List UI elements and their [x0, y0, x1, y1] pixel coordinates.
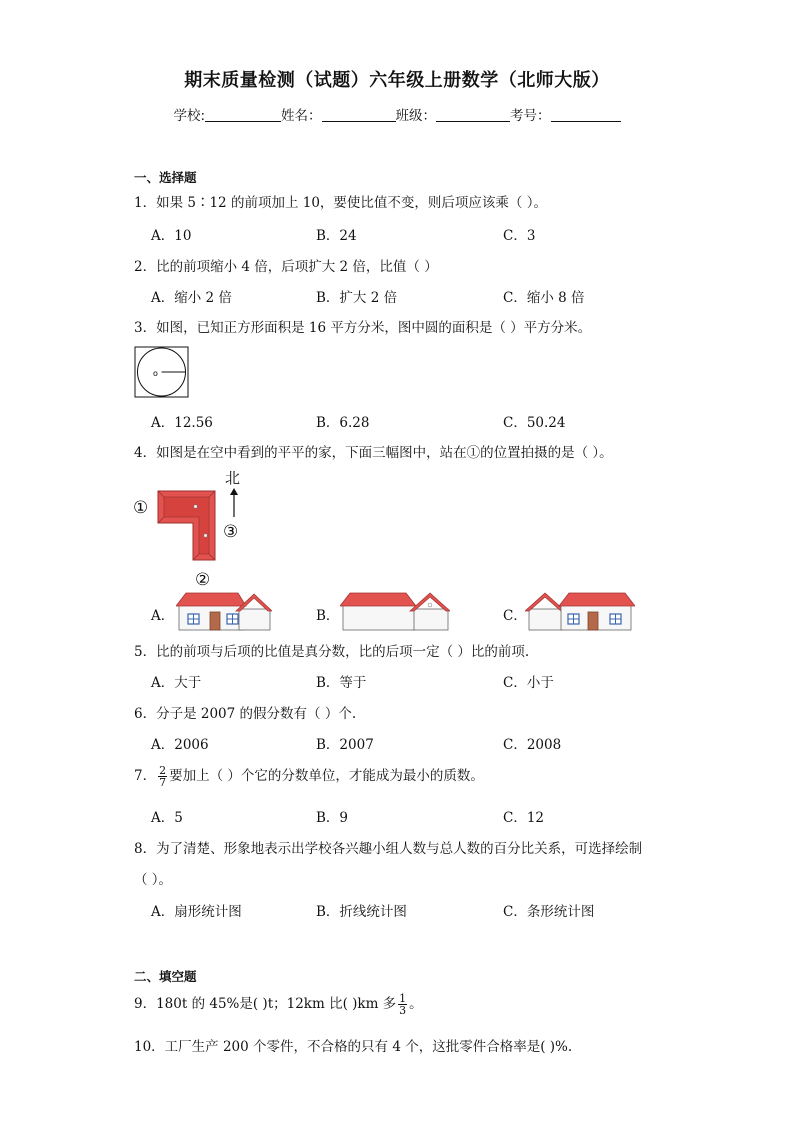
q7-fraction-numerator: 2 [159, 764, 167, 777]
question-2: 2．比的前项缩小 4 倍，后项扩大 2 倍，比值（ ） [134, 259, 438, 275]
q3-option-b[interactable]: B．6.28 [316, 415, 370, 431]
north-arrow-icon [228, 488, 240, 518]
q1-option-a[interactable]: A．10 [151, 228, 192, 244]
position-1-label: ① [133, 498, 149, 518]
exam-no-label: 考号： [510, 108, 551, 124]
q1-option-b[interactable]: B．24 [316, 228, 357, 244]
q9-fraction-denominator: 3 [399, 1004, 407, 1017]
question-3: 3．如图，已知正方形面积是 16 平方分米，图中圆的面积是（ ）平方分米。 [134, 320, 592, 336]
north-label: 北 [225, 469, 241, 487]
q8-option-c[interactable]: C．条形统计图 [503, 904, 595, 920]
q3-option-c[interactable]: C．50.24 [503, 415, 566, 431]
page-title: 期末质量检测（试题）六年级上册数学（北师大版） [184, 70, 610, 91]
q5-option-c[interactable]: C．小于 [503, 675, 554, 691]
question-1: 1．如果 5∶12 的前项加上 10，要使比值不变，则后项应该乘（ ）。 [134, 195, 547, 211]
section-heading-choice: 一、选择题 [134, 170, 197, 185]
question-7 [134, 764, 484, 788]
q7-option-b[interactable]: B．9 [316, 810, 349, 826]
q9-fraction [398, 993, 407, 1016]
class-label: 班级： [395, 108, 437, 124]
center-label: o [153, 369, 158, 378]
square-circle-figure [134, 346, 190, 398]
class-blank[interactable] [436, 109, 510, 122]
q7-fraction-denominator: 7 [159, 776, 167, 789]
student-info-line [0, 104, 794, 124]
name-blank[interactable] [322, 109, 396, 122]
house-option-c-image[interactable] [525, 589, 635, 631]
q3-option-a[interactable]: A．12.56 [151, 415, 213, 431]
section-heading-fill: 二、填空题 [134, 969, 197, 984]
name-label: 姓名： [281, 108, 322, 124]
exam-no-blank[interactable] [551, 109, 621, 122]
q8-option-a[interactable]: A．扇形统计图 [151, 904, 242, 920]
question-10: 10．工厂生产 200 个零件，不合格的只有 4 个，这批零件合格率是( )%. [134, 1039, 573, 1055]
house-option-b-image[interactable] [340, 589, 450, 631]
q1-option-c[interactable]: C．3 [503, 228, 536, 244]
q7-option-a[interactable]: A．5 [151, 810, 183, 826]
question-5: 5．比的前项与后项的比值是真分数，比的后项一定（ ）比的前项. [134, 644, 530, 660]
q8-option-b[interactable]: B．折线统计图 [316, 904, 407, 920]
q7-number: 7． [134, 768, 157, 784]
q7-fraction [158, 765, 167, 788]
q2-option-c[interactable]: C．缩小 8 倍 [503, 290, 585, 306]
q4-option-c[interactable]: C． [503, 608, 527, 624]
q9-text: 9．180t 的 45%是( )t；12km 比( )km 多 [134, 996, 397, 1012]
q9-fraction-numerator: 1 [399, 992, 407, 1005]
q7-option-c[interactable]: C．12 [503, 810, 545, 826]
house-top-view [157, 490, 217, 562]
q6-option-a[interactable]: A．2006 [151, 737, 209, 753]
q2-option-a[interactable]: A．缩小 2 倍 [151, 290, 232, 306]
q4-option-b[interactable]: B． [316, 608, 340, 624]
q5-option-a[interactable]: A．大于 [151, 675, 202, 691]
q2-option-b[interactable]: B．扩大 2 倍 [316, 290, 398, 306]
question-4: 4．如图是在空中看到的平平的家，下面三幅图中，站在①的位置拍摄的是（ ）。 [134, 445, 613, 461]
q6-option-b[interactable]: B．2007 [316, 737, 374, 753]
question-8-continued: （ ）。 [134, 872, 173, 888]
q4-option-a[interactable]: A． [151, 608, 175, 624]
q7-text: 要加上（ ）个它的分数单位，才能成为最小的质数。 [169, 768, 484, 784]
position-2-label: ② [195, 570, 211, 590]
q9-tail: 。 [409, 996, 423, 1012]
school-blank[interactable] [205, 109, 281, 122]
question-6: 6．分子是 2007 的假分数有（ ）个. [134, 706, 357, 722]
school-label: 学校: [173, 108, 206, 124]
q6-option-c[interactable]: C．2008 [503, 737, 562, 753]
position-3-label: ③ [223, 522, 239, 542]
question-9 [134, 992, 423, 1016]
question-8: 8．为了清楚、形象地表示出学校各兴趣小组人数与总人数的百分比关系，可选择绘制 [134, 841, 643, 857]
house-option-a-image[interactable] [176, 589, 272, 631]
q5-option-b[interactable]: B．等于 [316, 675, 367, 691]
